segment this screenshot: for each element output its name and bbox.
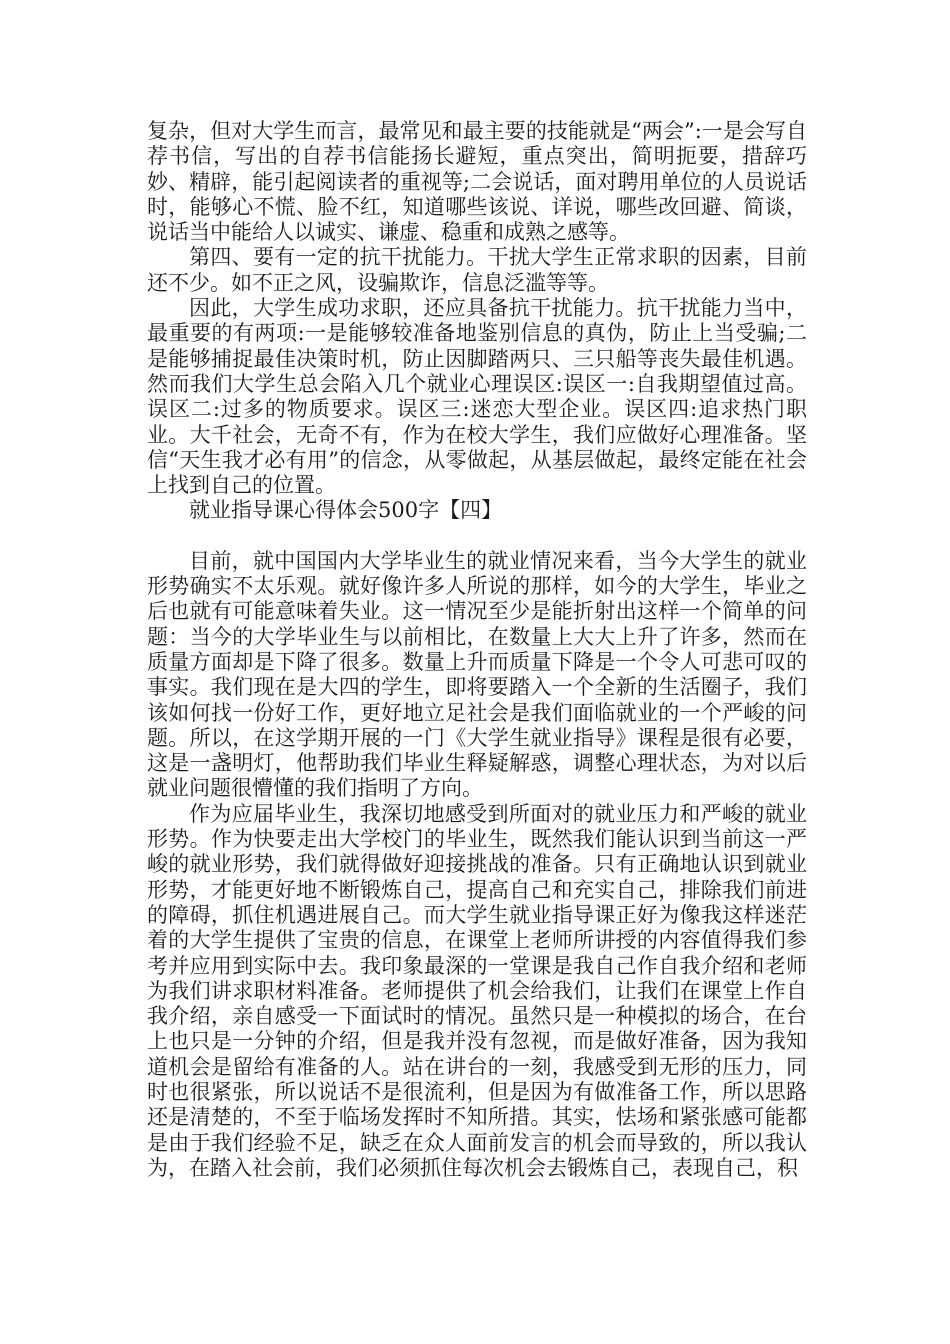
paragraph-1: 复杂，但对大学生而言，最常见和最主要的技能就是“两会”:一是会写自荐书信，写出的自荐书信能扬长避短，重点突出，简明扼要，措辞巧妙、精辟，能引起阅读者的重视等;二会说话，面对聘用单位的人员说话时，能够心不慌、脸不红，知道哪些该说、详说，哪些改回避、简谈，说话当中能给人以诚实、谦虚、稳重和成熟之感等。 [147,119,807,245]
paragraph-3: 因此，大学生成功求职，还应具备抗干扰能力。抗干扰能力当中，最重要的有两项:一是能够较准备地鉴别信息的真伪，防止上当受骗;二是能够捕捉最佳决策时机，防止因脚踏两只、三只船等丧失最佳机遇。然而我们大学生总会陷入几个就业心理误区:误区一:自我期望值过高。误区二:过多的物质要求。误区三:迷恋大型企业。误区四:追求热门职业。大千社会，无奇不有，作为在校大学生，我们应做好心理准备。坚信“天生我才必有用”的信念，从零做起，从基层做起，最终定能在社会上找到自己的位置。 [147,296,807,498]
paragraph-5: 作为应届毕业生，我深切地感受到所面对的就业压力和严峻的就业形势。作为快要走出大学校门的毕业生，既然我们能认识到当前这一严峻的就业形势，我们就得做好迎接挑战的准备。只有正确地认识到就业形势，才能更好地不断锻炼自己，提高自己和充实自己，排除我们前进的障碍，抓住机遇进展自己。而大学生就业指导课正好为像我这样迷茫着的大学生提供了宝贵的信息，在课堂上老师所讲授的内容值得我们参考并应用到实际中去。我印象最深的一堂课是我自己作自我介绍和老师为我们讲求职材料准备。老师提供了机会给我们，让我们在课堂上作自我介绍，亲自感受一下面试时的情况。虽然只是一种模拟的场合，在台上也只是一分钟的介绍，但是我并没有忽视，而是做好准备，因为我知道机会是留给有准备的人。站在讲台的一刻，我感受到无形的压力，同时也很紧张，所以说话不是很流利，但是因为有做准备工作，所以思路还是清楚的，不至于临场发挥时不知所措。其实，怯场和紧张感可能都是由于我们经验不足，缺乏在众人面前发言的机会而导致的，所以我认为，在踏入社会前，我们必须抓住每次机会去锻炼自己，表现自己，积 [147,801,807,1180]
section-heading: 就业指导课心得体会500字【四】 [189,498,503,523]
blank-line [147,524,807,549]
paragraph-4: 目前，就中国国内大学毕业生的就业情况来看，当今大学生的就业形势确实不太乐观。就好像许多人所说的那样，如今的大学生，毕业之后也就有可能意味着失业。这一情况至少是能折射出这样一个简单的问题：当今的大学毕业生与以前相比，在数量上大大上升了许多，然而在质量方面却是下降了很多。数量上升而质量下降是一个令人可悲可叹的事实。我们现在是大四的学生，即将要踏入一个全新的生活圈子，我们该如何找一份好工作，更好地立足社会是我们面临就业的一个严峻的问题。所以，在这学期开展的一门《大学生就业指导》课程是很有必要，这是一盏明灯，他帮助我们毕业生释疑解惑，调整心理状态，为对以后就业问题很懵懂的我们指明了方向。 [147,548,807,801]
paragraph-2: 第四、要有一定的抗干扰能力。干扰大学生正常求职的因素，目前还不少。如不正之风，设骗欺诈，信息泛滥等等。 [147,245,807,295]
document-page [147,119,807,1181]
